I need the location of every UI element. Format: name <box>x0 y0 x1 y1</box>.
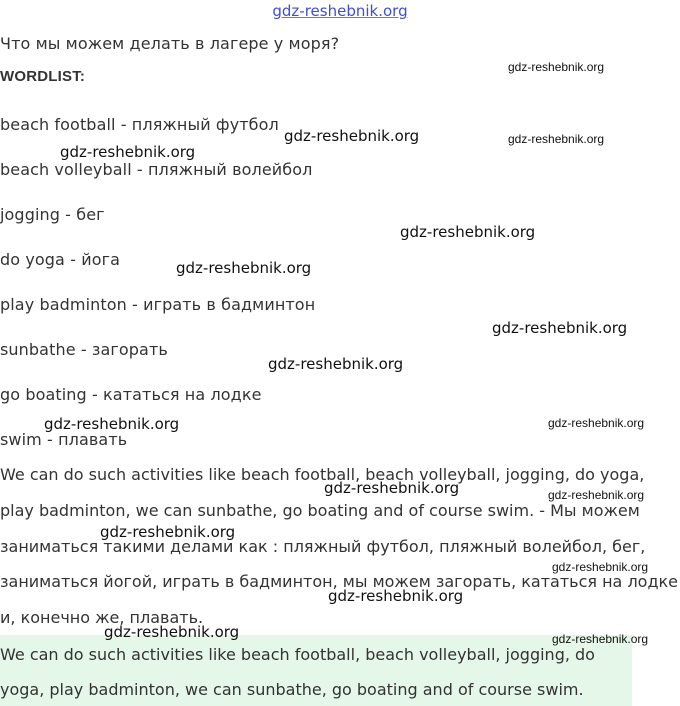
watermark: gdz-reshebnik.org <box>284 127 420 145</box>
answer-line: и, конечно же, плавать. <box>0 608 204 627</box>
highlighted-answer-line: We can do such activities like beach football, beach volleyball, jogging, do <box>0 645 595 664</box>
wordlist-item: do yoga - йога <box>0 250 120 269</box>
watermark: gdz-reshebnik.org <box>268 355 404 373</box>
watermark: gdz-reshebnik.org <box>508 132 605 146</box>
wordlist-title: WORDLIST: <box>0 68 86 85</box>
watermark: gdz-reshebnik.org <box>552 632 649 646</box>
watermark: gdz-reshebnik.org <box>548 416 645 430</box>
watermark: gdz-reshebnik.org <box>324 479 460 497</box>
watermark: gdz-reshebnik.org <box>548 488 645 502</box>
wordlist-item: beach football - пляжный футбол <box>0 115 279 134</box>
wordlist-item: sunbathe - загорать <box>0 340 168 359</box>
answer-line: play badminton, we can sunbathe, go boating and of course swim. - Мы можем <box>0 501 640 520</box>
wordlist-item: go boating - кататься на лодке <box>0 385 262 404</box>
watermark: gdz-reshebnik.org <box>176 259 312 277</box>
watermark: gdz-reshebnik.org <box>552 560 649 574</box>
watermark: gdz-reshebnik.org <box>60 143 196 161</box>
header-watermark: gdz-reshebnik.org <box>272 2 408 20</box>
watermark: gdz-reshebnik.org <box>44 415 180 433</box>
wordlist-item: swim - плавать <box>0 430 128 449</box>
watermark: gdz-reshebnik.org <box>492 319 628 337</box>
watermark: gdz-reshebnik.org <box>104 623 240 641</box>
wordlist-item: jogging - бег <box>0 205 105 224</box>
watermark: gdz-reshebnik.org <box>508 60 605 74</box>
answer-line: We can do such activities like beach football, beach volleyball, jogging, do yoga, <box>0 465 645 484</box>
watermark: gdz-reshebnik.org <box>100 523 236 541</box>
answer-line: заниматься такими делами как : пляжный футбол, пляжный волейбол, бег, <box>0 537 646 556</box>
highlighted-answer-line: yoga, play badminton, we can sunbathe, go boating and of course swim. <box>0 680 584 699</box>
wordlist-item: play badminton - играть в бадминтон <box>0 295 316 314</box>
watermark: gdz-reshebnik.org <box>400 223 536 241</box>
watermark: gdz-reshebnik.org <box>328 587 464 605</box>
question-heading: Что мы можем делать в лагере у моря? <box>0 34 340 53</box>
wordlist-item: beach volleyball - пляжный волейбол <box>0 160 313 179</box>
answer-line: заниматься йогой, играть в бадминтон, мы можем загорать, кататься на лодке <box>0 572 679 591</box>
